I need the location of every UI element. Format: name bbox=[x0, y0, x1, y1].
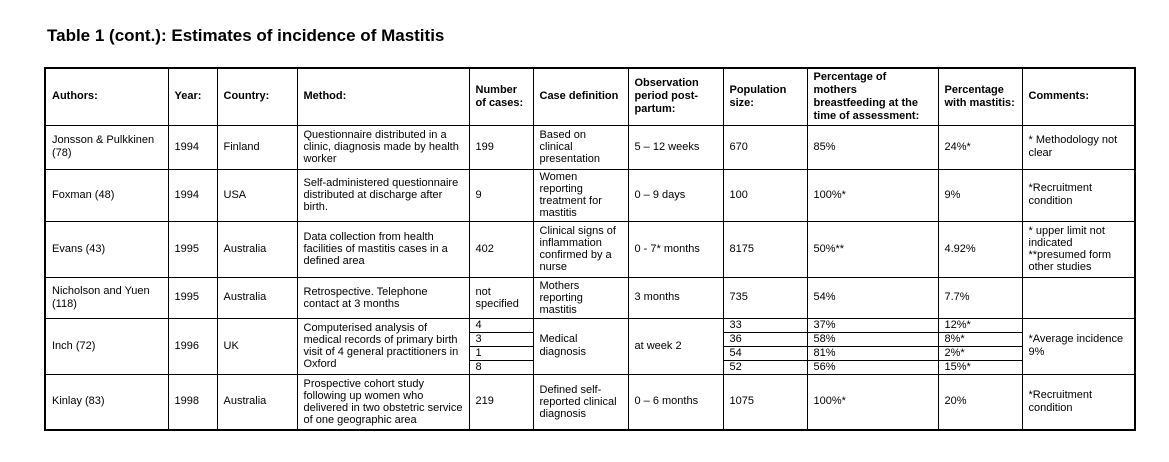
cell-pct-breastfeeding: 56% bbox=[807, 360, 938, 374]
header-method: Method: bbox=[297, 68, 469, 125]
header-authors: Authors: bbox=[45, 68, 168, 125]
cell-comments: *Average incidence 9% bbox=[1022, 318, 1135, 374]
cell-population: 52 bbox=[723, 360, 807, 374]
cell-number: 402 bbox=[469, 221, 533, 277]
cell-observation: 0 – 6 months bbox=[628, 374, 723, 430]
cell-population: 670 bbox=[723, 125, 807, 169]
header-year: Year: bbox=[168, 68, 217, 125]
cell-authors: Kinlay (83) bbox=[45, 374, 168, 430]
table-row bbox=[45, 277, 1135, 318]
cell-year: 1996 bbox=[168, 318, 217, 374]
cell-year: 1995 bbox=[168, 221, 217, 277]
header-row bbox=[45, 68, 1135, 125]
cell-number: not specified bbox=[469, 277, 533, 318]
cell-comments bbox=[1022, 277, 1135, 318]
cell-method: Prospective cohort study following up women who delivered in two obstetric service of one geographic area bbox=[297, 374, 469, 430]
cell-country: Australia bbox=[217, 374, 297, 430]
cell-observation: 0 - 7* months bbox=[628, 221, 723, 277]
table-row bbox=[45, 169, 1135, 221]
cell-case-definition: Clinical signs of inflammation confirmed by a nurse bbox=[533, 221, 628, 277]
header-pct-breastfeeding: Percentage of mothers breastfeeding at the time of assessment: bbox=[807, 68, 938, 125]
table-row bbox=[45, 374, 1135, 430]
cell-pct-breastfeeding: 58% bbox=[807, 332, 938, 346]
cell-number: 1 bbox=[469, 346, 533, 360]
header-case-definition: Case definition bbox=[533, 68, 628, 125]
cell-case-definition: Women reporting treatment for mastitis bbox=[533, 169, 628, 221]
cell-case-definition: Mothers reporting mastitis bbox=[533, 277, 628, 318]
cell-population: 54 bbox=[723, 346, 807, 360]
cell-country: UK bbox=[217, 318, 297, 374]
cell-pct-mastitis: 8%* bbox=[938, 332, 1022, 346]
cell-pct-mastitis: 12%* bbox=[938, 318, 1022, 332]
cell-comments: * Methodology not clear bbox=[1022, 125, 1135, 169]
cell-authors: Foxman (48) bbox=[45, 169, 168, 221]
cell-pct-mastitis: 7.7% bbox=[938, 277, 1022, 318]
cell-pct-mastitis: 24%* bbox=[938, 125, 1022, 169]
cell-observation: at week 2 bbox=[628, 318, 723, 374]
cell-population: 33 bbox=[723, 318, 807, 332]
cell-country: USA bbox=[217, 169, 297, 221]
cell-pct-breastfeeding: 50%** bbox=[807, 221, 938, 277]
table-row bbox=[45, 125, 1135, 169]
cell-pct-mastitis: 20% bbox=[938, 374, 1022, 430]
cell-authors: Inch (72) bbox=[45, 318, 168, 374]
cell-method: Self-administered questionnaire distributed at discharge after birth. bbox=[297, 169, 469, 221]
cell-method: Data collection from health facilities of mastitis cases in a defined area bbox=[297, 221, 469, 277]
cell-population: 36 bbox=[723, 332, 807, 346]
cell-number: 3 bbox=[469, 332, 533, 346]
table-row bbox=[45, 318, 1135, 332]
cell-country: Finland bbox=[217, 125, 297, 169]
cell-comments: *Recruitment condition bbox=[1022, 374, 1135, 430]
cell-method: Retrospective. Telephone contact at 3 months bbox=[297, 277, 469, 318]
cell-country: Australia bbox=[217, 221, 297, 277]
table-row bbox=[45, 221, 1135, 277]
cell-case-definition: Based on clinical presentation bbox=[533, 125, 628, 169]
cell-authors: Nicholson and Yuen (118) bbox=[45, 277, 168, 318]
cell-pct-breastfeeding: 85% bbox=[807, 125, 938, 169]
header-observation: Observation period post-partum: bbox=[628, 68, 723, 125]
cell-year: 1995 bbox=[168, 277, 217, 318]
cell-pct-breastfeeding: 54% bbox=[807, 277, 938, 318]
cell-number: 8 bbox=[469, 360, 533, 374]
cell-population: 1075 bbox=[723, 374, 807, 430]
cell-number: 219 bbox=[469, 374, 533, 430]
header-country: Country: bbox=[217, 68, 297, 125]
cell-case-definition: Defined self-reported clinical diagnosis bbox=[533, 374, 628, 430]
cell-pct-mastitis: 4.92% bbox=[938, 221, 1022, 277]
cell-population: 735 bbox=[723, 277, 807, 318]
cell-authors: Evans (43) bbox=[45, 221, 168, 277]
cell-year: 1998 bbox=[168, 374, 217, 430]
cell-pct-mastitis: 9% bbox=[938, 169, 1022, 221]
cell-comments: * upper limit not indicated **presumed form other studies bbox=[1022, 221, 1135, 277]
table-title: Table 1 (cont.): Estimates of incidence of Mastitis bbox=[47, 26, 445, 45]
mastitis-incidence-table bbox=[44, 67, 1136, 431]
header-comments: Comments: bbox=[1022, 68, 1135, 125]
cell-comments: *Recruitment condition bbox=[1022, 169, 1135, 221]
cell-pct-breastfeeding: 37% bbox=[807, 318, 938, 332]
cell-population: 8175 bbox=[723, 221, 807, 277]
header-population: Population size: bbox=[723, 68, 807, 125]
header-number: Number of cases: bbox=[469, 68, 533, 125]
cell-pct-mastitis: 2%* bbox=[938, 346, 1022, 360]
cell-year: 1994 bbox=[168, 169, 217, 221]
cell-year: 1994 bbox=[168, 125, 217, 169]
cell-number: 4 bbox=[469, 318, 533, 332]
cell-method: Questionnaire distributed in a clinic, diagnosis made by health worker bbox=[297, 125, 469, 169]
cell-pct-breastfeeding: 81% bbox=[807, 346, 938, 360]
cell-observation: 3 months bbox=[628, 277, 723, 318]
cell-observation: 5 – 12 weeks bbox=[628, 125, 723, 169]
cell-method: Computerised analysis of medical records of primary birth visit of 4 general practitioners in Oxford bbox=[297, 318, 469, 374]
cell-number: 9 bbox=[469, 169, 533, 221]
cell-observation: 0 – 9 days bbox=[628, 169, 723, 221]
cell-case-definition: Medical diagnosis bbox=[533, 318, 628, 374]
cell-pct-breastfeeding: 100%* bbox=[807, 374, 938, 430]
cell-pct-mastitis: 15%* bbox=[938, 360, 1022, 374]
header-pct-mastitis: Percentage with mastitis: bbox=[938, 68, 1022, 125]
cell-pct-breastfeeding: 100%* bbox=[807, 169, 938, 221]
cell-authors: Jonsson & Pulkkinen (78) bbox=[45, 125, 168, 169]
cell-number: 199 bbox=[469, 125, 533, 169]
cell-population: 100 bbox=[723, 169, 807, 221]
cell-country: Australia bbox=[217, 277, 297, 318]
